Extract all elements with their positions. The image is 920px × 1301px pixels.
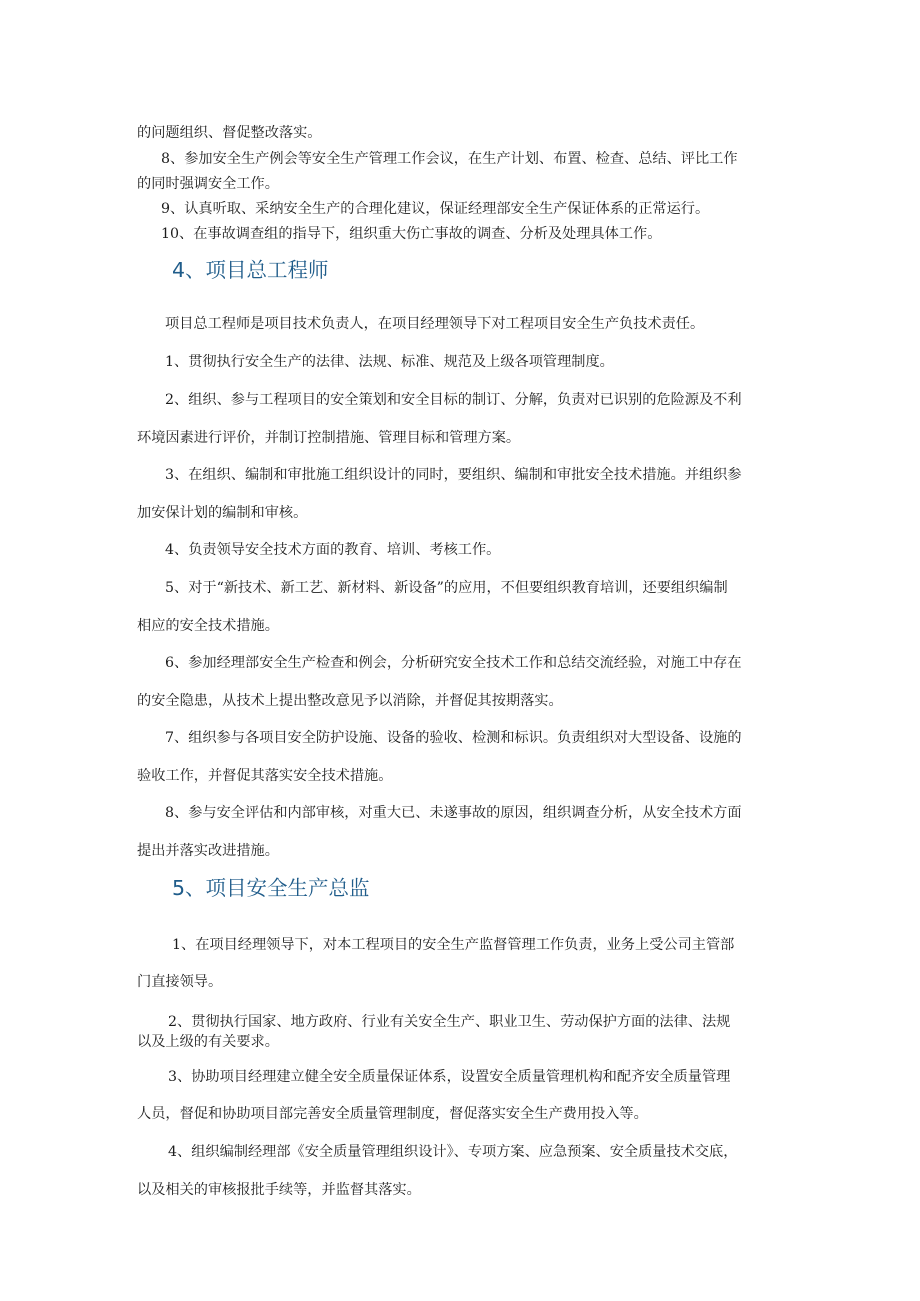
text-line: 的问题组织、督促整改落实。 (137, 125, 322, 141)
text-line: 9、认真听取、采纳安全生产的合理化建议，保证经理部安全生产保证体系的正常运行。 (161, 201, 710, 217)
text-line: 以及相关的审核报批手续等，并监督其落实。 (137, 1182, 421, 1198)
section-heading: 4、项目总工程师 (172, 258, 329, 282)
text-line: 3、在组织、编制和审批施工组织设计的同时，要组织、编制和审批安全技术措施。并组织参 (165, 467, 742, 483)
text-line: 4、负责领导安全技术方面的教育、培训、考核工作。 (165, 542, 501, 558)
text-line: 8、参与安全评估和内部审核，对重大已、未遂事故的原因，组织调查分析，从安全技术方面 (165, 805, 742, 821)
text-line: 以及上级的有关要求。 (137, 1034, 279, 1050)
text-line: 3、协助项目经理建立健全安全质量保证体系，设置安全质量管理机构和配齐安全质量管理 (168, 1069, 731, 1085)
text-line: 1、贯彻执行安全生产的法律、法规、标准、规范及上级各项管理制度。 (165, 354, 614, 370)
text-line: 提出并落实改进措施。 (137, 843, 279, 859)
text-line: 2、组织、参与工程项目的安全策划和安全目标的制订、分解，负责对已识别的危险源及不利 (165, 392, 742, 408)
text-line: 6、参加经理部安全生产检查和例会，分析研究安全技术工作和总结交流经验，对施工中存在 (165, 655, 742, 671)
text-line: 的安全隐患，从技术上提出整改意见予以消除，并督促其按期落实。 (137, 693, 563, 709)
section-heading: 5、项目安全生产总监 (172, 876, 370, 900)
text-line: 7、组织参与各项目安全防护设施、设备的验收、检测和标识。负责组织对大型设备、设施的 (165, 730, 742, 746)
text-line: 加安保计划的编制和审核。 (137, 505, 308, 521)
text-line: 相应的安全技术措施。 (137, 618, 279, 634)
text-line: 5、对于“新技术、新工艺、新材料、新设备”的应用，不但要组织教育培训，还要组织编制 (165, 580, 728, 596)
text-line: 门直接领导。 (137, 974, 223, 990)
text-line: 1、在项目经理领导下，对本工程项目的安全生产监督管理工作负责，业务上受公司主管部 (172, 937, 735, 953)
text-line: 8、参加安全生产例会等安全生产管理工作会议，在生产计划、布置、检查、总结、评比工作 (161, 151, 738, 167)
text-line: 人员，督促和协助项目部完善安全质量管理制度，督促落实安全生产费用投入等。 (137, 1106, 648, 1122)
text-line: 环境因素进行评价，并制订控制措施、管理目标和管理方案。 (137, 430, 521, 446)
text-line: 10、在事故调查组的指导下，组织重大伤亡事故的调查、分析及处理具体工作。 (161, 226, 662, 242)
text-line: 2、贯彻执行国家、地方政府、行业有关安全生产、职业卫生、劳动保护方面的法律、法规 (168, 1014, 731, 1030)
text-line: 4、组织编制经理部《安全质量管理组织设计》、专项方案、应急预案、安全质量技术交底， (168, 1144, 738, 1160)
text-line: 项目总工程师是项目技术负责人，在项目经理领导下对工程项目安全生产负技术责任。 (165, 316, 705, 332)
text-line: 验收工作，并督促其落实安全技术措施。 (137, 768, 393, 784)
text-line: 的同时强调安全工作。 (137, 176, 279, 192)
